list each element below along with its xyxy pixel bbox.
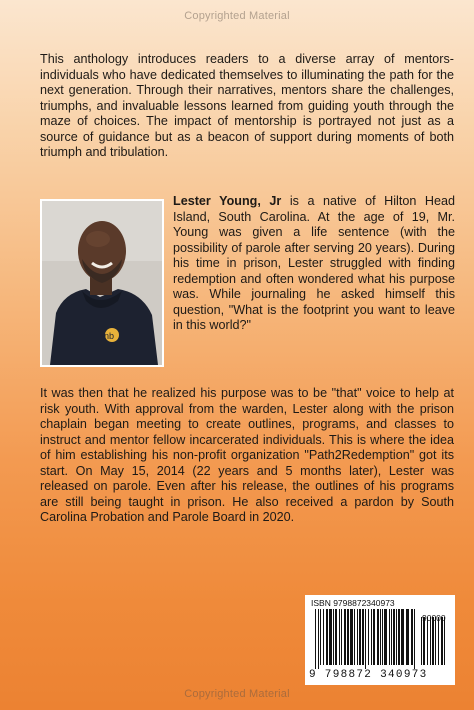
copyright-watermark-top: Copyrighted Material — [184, 10, 290, 22]
author-bio-text: is a native of Hilton Head Island, South Carolina. At the age of 19, Mr. Young was given a life sentence (with the possibility of parole after serving 20 years). During his time in prison, Lester struggled with finding redemption and often wondered what his purpose was. While journaling he asked himself this question, "What is the footprint you want to leave in this world?" — [173, 194, 455, 332]
svg-text:nb: nb — [104, 331, 115, 341]
author-name: Lester Young, Jr — [173, 194, 282, 208]
isbn-label: ISBN 9798872340973 — [311, 598, 395, 608]
author-bio-paragraph — [173, 194, 455, 334]
intro-paragraph: This anthology introduces readers to a diverse array of mentors-individuals who have dedicated themselves to illuminating the path for the next generation. Through their narratives, mentors share the challenges, triumphs, and invaluable lessons learned from guiding youth through the maze of choices. The impact of mentorship is portrayed not just as a source of guidance but as a beacon of support during moments of both triumph and tribulation. — [40, 52, 454, 159]
author-photo — [40, 199, 164, 367]
isbn-barcode — [305, 595, 455, 685]
author-portrait-illustration — [42, 201, 162, 365]
isbn-digits: 9 798872 340973 — [309, 669, 428, 681]
story-paragraph: It was then that he realized his purpose was to be "that" voice to help at risk youth. With approval from the warden, Lester along with the prison chaplain began meeting to create outlines, programs, and classes to instruct and mentor fellow incarcerated individuals. This is where the idea of him establishing his non-profit organization "Path2Redemption" got its start. On May 15, 2014 (22 years and 5 months later), Lester was released on parole. Even after his release, the outlines of his programs are still being taught in prison. He also received a pardon by South Carolina Probation and Parole Board in 2020. — [40, 386, 454, 524]
copyright-watermark-bottom: Copyrighted Material — [184, 688, 290, 700]
barcode-bars — [311, 609, 449, 669]
